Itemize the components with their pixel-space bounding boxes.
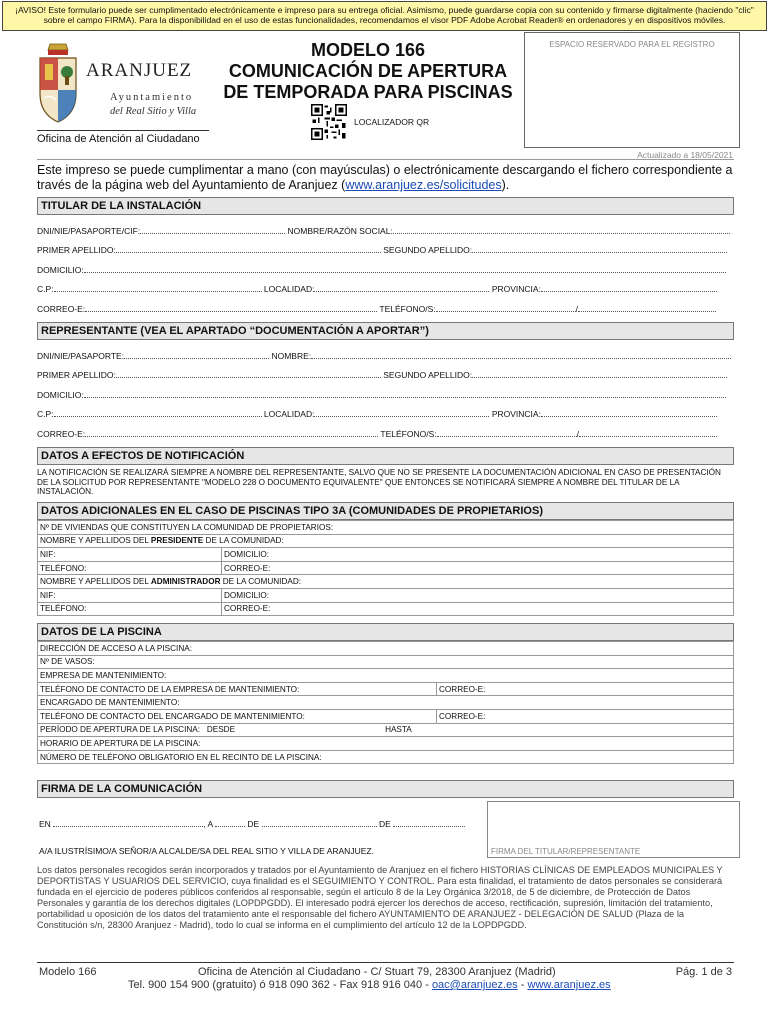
divider (37, 962, 734, 963)
encargado-field[interactable]: ENCARGADO DE MANTENIMIENTO: (38, 696, 734, 710)
titular-primer-apellido-field[interactable] (116, 244, 381, 253)
viviendas-field[interactable]: Nº DE VIVIENDAS QUE CONSTITUYEN LA COMUNIDAD DE PROPIETARIOS: (38, 521, 734, 535)
logo-real-sitio: del Real Sitio y Villa (110, 106, 197, 117)
representante-telefono2-field[interactable] (579, 428, 717, 437)
direccion-field[interactable]: DIRECCIÓN DE ACCESO A LA PISCINA: (38, 642, 734, 656)
administrador-telefono-field[interactable]: TELÉFONO: (38, 602, 222, 616)
empresa-field[interactable]: EMPRESA DE MANTENIMIENTO: (38, 669, 734, 683)
administrador-domicilio-field[interactable]: DOMICILIO: (222, 588, 734, 602)
representante-provincia-field[interactable] (541, 408, 717, 417)
presidente-correo-field[interactable]: CORREO-E: (222, 561, 734, 575)
titular-dni-field[interactable] (140, 225, 285, 234)
qr-label: LOCALIZADOR QR (354, 117, 430, 127)
legal-text: Los datos personales recogidos serán incorporados y tratados por el Ayuntamiento de Aranjuez en el fichero HISTORIAS CLÍNICAS DE EMPLEADOS MUNICIPALES Y DEPORTISTAS Y USUARIOS DEL SERVICIO, cuya finalidad es el SEGUIMIENTO Y CONTROL. Para esta finalidad, el tratamiento de datos personales se considerará fundada en el ejercicio de poderes públicos conferidos al responsable, según el artículo 8 de la Ley Orgánica 3/2018, de 5 de diciembre, de Protección de Datos Personales y garantía de los derechos digitales (LOPDPGDD). El interesado podrá ejercer los derechos de acceso, rectificación, supresión, limitación del tratamiento, portabilidad u oposición de los datos del tratamiento ante el responsable del fichero AYUNTAMIENTO DE ARANJUEZ - DELEGACIÓN DE SALUD (Plaza de la Constitución s/n, 28300 Aranjuez - Madrid), todo lo cual se informa en el cumplimiento del artículo 12 de la LOPDPGDD. (37, 865, 723, 930)
tipo3a-table (37, 520, 734, 616)
titular-telefono1-field[interactable] (436, 303, 576, 312)
administrador-nif-field[interactable]: NIF: (38, 588, 222, 602)
coat-of-arms-icon (36, 42, 80, 128)
representante-dni-field[interactable] (124, 350, 269, 359)
form-title: MODELO 166 COMUNICACIÓN DE APERTURA DE TEMPORADA PARA PISCINAS (223, 40, 513, 102)
correo-empresa-field[interactable]: CORREO-E: (437, 682, 734, 696)
titular-correo-field[interactable] (85, 303, 377, 312)
web-link[interactable]: www.aranjuez.es (527, 979, 611, 991)
presidente-telefono-field[interactable]: TELÉFONO: (38, 561, 222, 575)
tel-empresa-field[interactable]: TELÉFONO DE CONTACTO DE LA EMPRESA DE MANTENIMIENTO: (38, 682, 437, 696)
firma-dia-field[interactable] (215, 818, 245, 827)
piscina-table (37, 641, 734, 764)
presidente-domicilio-field[interactable]: DOMICILIO: (222, 548, 734, 562)
titular-provincia-field[interactable] (541, 283, 717, 292)
horario-field[interactable]: HORARIO DE APERTURA DE LA PISCINA: (38, 737, 734, 751)
titular-nombre-field[interactable] (393, 225, 730, 234)
representante-segundo-apellido-field[interactable] (472, 369, 727, 378)
footer-modelo: Modelo 166 (39, 966, 97, 978)
firma-anio-field[interactable] (393, 818, 463, 827)
warning-banner: ¡AVISO! Este formulario puede ser cumplimentado electrónicamente e impreso para su entrega oficial. Asimismo, puede guardarse copia con su contenido y firmarse digitalmente (haciendo "clic" sobre el campo FIRMA). Para la disponibilidad en el uso de estas funcionalidades, recomendamos el visor PDF Adobe Acrobat Reader® en ordenadores y en dispositivos móviles. (2, 1, 767, 31)
ayuntamiento-logo (36, 42, 208, 128)
footer-page: Pág. 1 de 3 (675, 966, 732, 978)
titular-domicilio-field[interactable] (84, 264, 726, 273)
notificacion-text: LA NOTIFICACIÓN SE REALIZARÁ SIEMPRE A NOMBRE DEL REPRESENTANTE, SALVO QUE NO SE PRESENTE LA DOCUMENTACIÓN ADICIONAL EN CASO DE PRESENTACIÓN DE LA SOLICITUD POR REPRESENTANTE "MODELO 228 O DOCUMENTO EQUIVALENTE" QUE ENTONCES SE NOTIFICARÁ SIEMPRE A NOMBRE DEL TITULAR DE LA INSTALACIÓN. (37, 468, 721, 496)
representante-cp-field[interactable] (54, 408, 262, 417)
registry-box: ESPACIO RESERVADO PARA EL REGISTRO (524, 32, 740, 148)
firma-lugar-fecha: EN , A DE DE . (39, 819, 466, 829)
titular-telefono2-field[interactable] (578, 303, 716, 312)
logo-town-name: ARANJUEZ (86, 60, 193, 81)
telefono-obligatorio-field[interactable]: NÚMERO DE TELÉFONO OBLIGATORIO EN EL RECINTO DE LA PISCINA: (38, 750, 734, 764)
solicitudes-link[interactable]: www.aranjuez.es/solicitudes (345, 178, 502, 192)
divider (37, 159, 734, 160)
representante-localidad-field[interactable] (314, 408, 489, 417)
titular-segundo-apellido-field[interactable] (472, 244, 727, 253)
presidente-field[interactable]: NOMBRE Y APELLIDOS DEL PRESIDENTE DE LA COMUNIDAD: (38, 534, 734, 548)
office-name: Oficina de Atención al Ciudadano (37, 133, 200, 145)
notificacion-section (37, 447, 734, 497)
updated-date: Actualizado a 18/05/2021 (637, 150, 733, 160)
firma-dirigido: A/A ILUSTRÍSIMO/A SEÑOR/A ALCALDE/SA DEL REAL SITIO Y VILLA DE ARANJUEZ. (39, 846, 374, 856)
representante-telefono1-field[interactable] (437, 428, 577, 437)
titular-section: TITULAR DE LA INSTALACIÓN DNI/NIE/PASAPORTE/CIF: NOMBRE/RAZÓN SOCIAL: PRIMER APELLIDO: SEGUNDO APELLIDO: DOMICILIO: C.P: LOCALIDAD: PROVINCIA: CORREO-E: TELÉFONO/S: / (37, 197, 734, 319)
qr-code-icon[interactable] (311, 104, 347, 140)
representante-section: REPRESENTANTE (VEA EL APARTADO “DOCUMENTACIÓN A APORTAR”) DNI/NIE/PASAPORTE: NOMBRE: PRIMER APELLIDO: SEGUNDO APELLIDO: DOMICILIO: C.P: LOCALIDAD: PROVINCIA: CORREO-E: TELÉFONO/S: / (37, 322, 734, 444)
titular-localidad-field[interactable] (314, 283, 489, 292)
representante-nombre-field[interactable] (311, 350, 731, 359)
logo-ayuntamiento: Ayuntamiento (110, 92, 194, 103)
titular-cp-field[interactable] (54, 283, 262, 292)
section-heading: DATOS A EFECTOS DE NOTIFICACIÓN (37, 447, 734, 465)
section-heading: DATOS DE LA PISCINA (37, 623, 734, 641)
firma-section (37, 780, 734, 798)
piscina-section (37, 623, 734, 764)
firma-mes-field[interactable] (262, 818, 377, 827)
representante-correo-field[interactable] (85, 428, 378, 437)
periodo-field[interactable]: PERÍODO DE APERTURA DE LA PISCINA: DESDE HASTA (38, 723, 734, 737)
firma-lugar-field[interactable] (53, 818, 203, 827)
section-heading: FIRMA DE LA COMUNICACIÓN (37, 780, 734, 798)
presidente-nif-field[interactable]: NIF: (38, 548, 222, 562)
administrador-correo-field[interactable]: CORREO-E: (222, 602, 734, 616)
section-heading: REPRESENTANTE (VEA EL APARTADO “DOCUMENTACIÓN A APORTAR”) (37, 322, 734, 340)
administrador-field[interactable]: NOMBRE Y APELLIDOS DEL ADMINISTRADOR DE LA COMUNIDAD: (38, 575, 734, 589)
email-link[interactable]: oac@aranjuez.es (431, 979, 518, 991)
vasos-field[interactable]: Nº DE VASOS: (38, 655, 734, 669)
footer-address: Oficina de Atención al Ciudadano - C/ Stuart 79, 28300 Aranjuez (Madrid) (198, 966, 556, 978)
section-heading: DATOS ADICIONALES EN EL CASO DE PISCINAS TIPO 3A (COMUNIDADES DE PROPIETARIOS) (37, 502, 734, 520)
firma-box[interactable]: FIRMA DEL TITULAR/REPRESENTANTE (487, 801, 740, 858)
tel-encargado-field[interactable]: TELÉFONO DE CONTACTO DEL ENCARGADO DE MANTENIMIENTO: (38, 709, 437, 723)
tipo3a-section (37, 502, 734, 616)
section-heading: TITULAR DE LA INSTALACIÓN (37, 197, 734, 215)
representante-domicilio-field[interactable] (84, 389, 726, 398)
intro-text: Este impreso se puede cumplimentar a mano (con mayúsculas) o electrónicamente descargando el fichero correspondiente a través de la página web del Ayuntamiento de Aranjuez (www.aranjuez.es/solicitudes). (37, 163, 733, 192)
representante-primer-apellido-field[interactable] (116, 369, 381, 378)
correo-encargado-field[interactable]: CORREO-E: (437, 709, 734, 723)
divider (37, 130, 209, 131)
footer-contact: Tel. 900 154 900 (gratuito) ó 918 090 362 - Fax 918 916 040 - oac@aranjuez.es - www.aranjuez.es (128, 979, 611, 991)
